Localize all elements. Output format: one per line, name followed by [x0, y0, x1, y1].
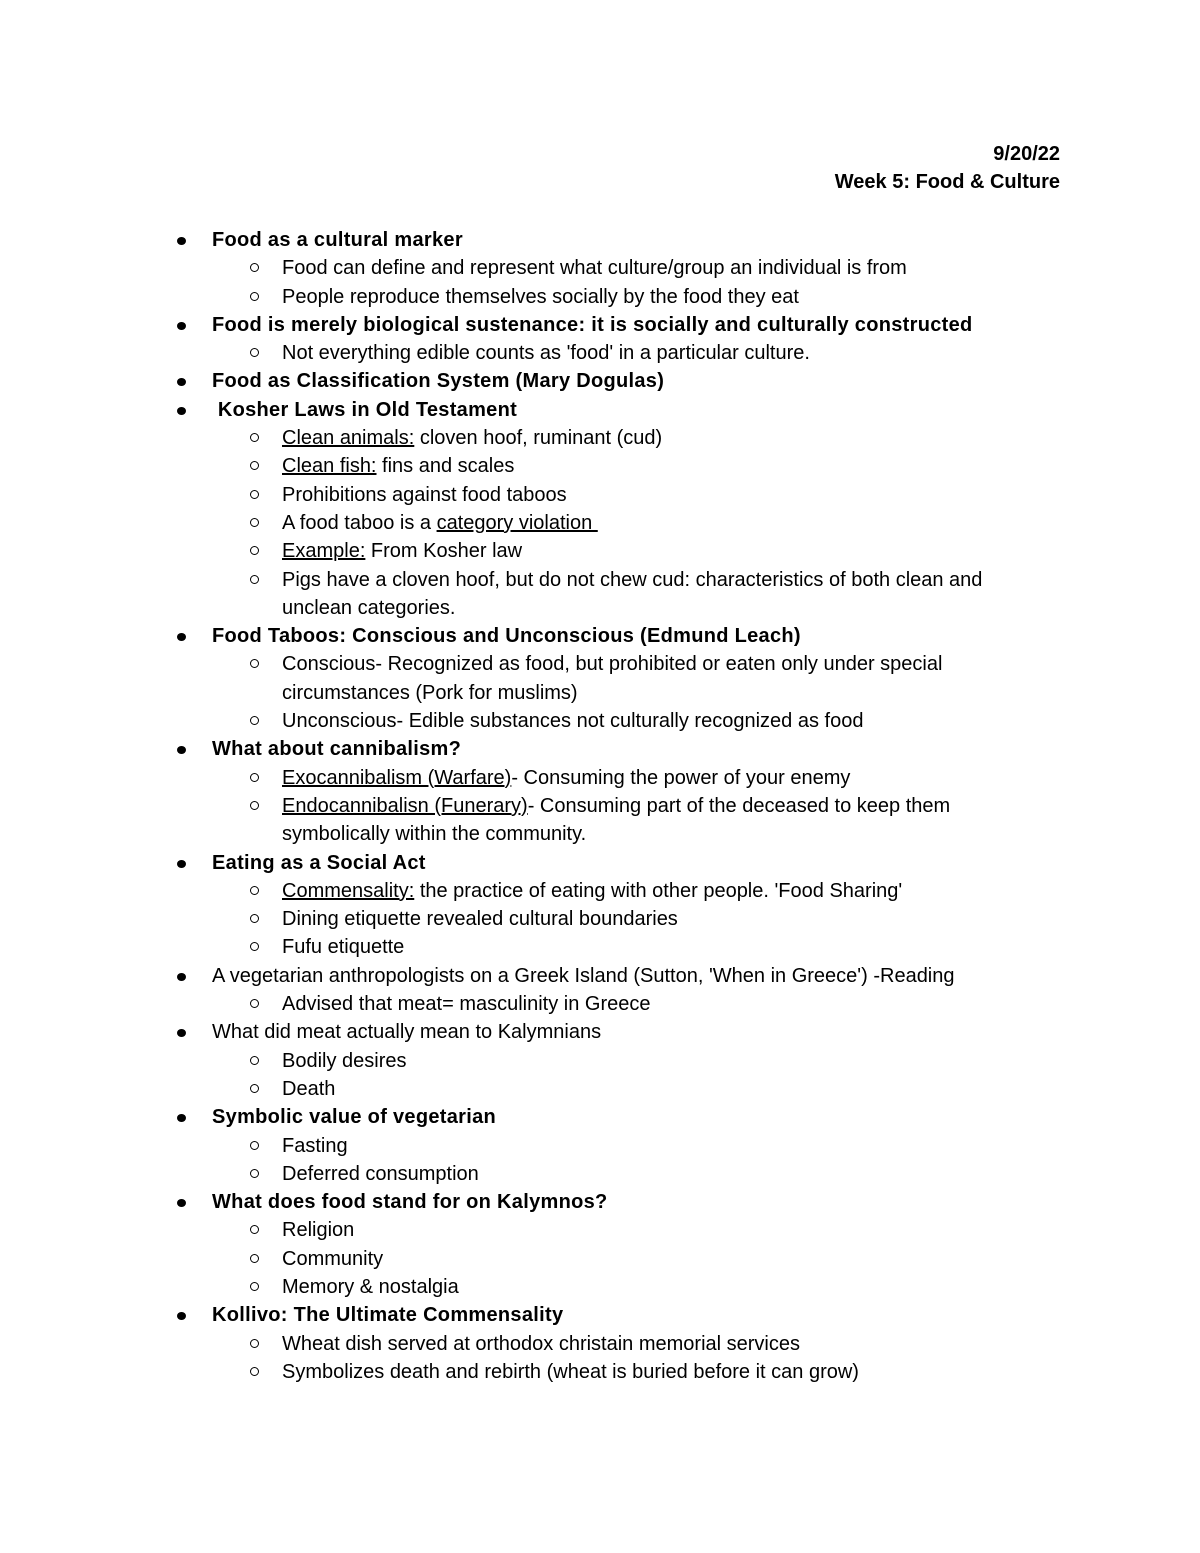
filled-bullet-icon — [177, 378, 186, 386]
outline-item-text: What does food stand for on Kalymnos? — [212, 1191, 608, 1214]
sub-item-text: Prohibitions against food taboos — [282, 483, 567, 506]
sub-list — [212, 650, 1060, 735]
sub-item-text: Conscious- Recognized as food, but prohibited or eaten only under special circumstances (Pork for muslims) — [282, 653, 948, 704]
underlined-term: Clean animals: — [282, 427, 415, 450]
document-title: Week 5: Food & Culture — [834, 171, 1060, 193]
sub-item-text: A food taboo is a — [282, 511, 437, 534]
sub-item-text: Bodily desires — [282, 1049, 407, 1072]
document-date: 9/20/22 — [993, 143, 1060, 165]
outline-item — [0, 311, 1200, 368]
sub-list — [212, 1216, 1060, 1301]
hollow-bullet-icon — [250, 490, 259, 499]
sub-item-text: Community — [282, 1247, 384, 1270]
sub-list — [212, 1132, 1060, 1189]
outline-item-text: Food as a cultural marker — [212, 229, 463, 251]
sub-item — [212, 764, 1060, 792]
sub-item-text: Advised that meat= masculinity in Greece — [282, 993, 651, 1016]
sub-item — [212, 283, 1060, 311]
outline-item — [0, 1301, 1200, 1386]
sub-list — [212, 1330, 1060, 1387]
sub-list — [212, 424, 1060, 622]
outline-item — [0, 367, 1200, 395]
outline-item — [0, 849, 1200, 962]
outline-item — [0, 1188, 1200, 1301]
sub-item — [212, 877, 1060, 905]
sub-item-text: Memory & nostalgia — [282, 1275, 459, 1298]
sub-item-text: People reproduce themselves socially by the food they eat — [282, 285, 799, 308]
sub-item-text: Dining etiquette revealed cultural boundaries — [282, 908, 678, 931]
sub-item-text: fins and scales — [376, 455, 515, 478]
sub-item-text: Symbolizes death and rebirth (wheat is buried before it can grow) — [282, 1360, 859, 1383]
filled-bullet-icon — [177, 973, 186, 981]
hollow-bullet-icon — [250, 801, 259, 810]
underlined-term: Commensality: — [282, 879, 415, 902]
outline-item-text: Symbolic value of vegetarian — [212, 1106, 497, 1129]
notes-outline — [0, 226, 1200, 1386]
sub-item — [212, 1245, 1060, 1273]
underlined-term: Example: — [282, 540, 366, 563]
filled-bullet-icon — [177, 322, 186, 330]
filled-bullet-icon — [177, 860, 186, 868]
sub-item-text: cloven hoof, ruminant (cud) — [414, 427, 663, 450]
sub-item-text: - Consuming the power of your enemy — [511, 766, 851, 789]
sub-item — [212, 452, 1060, 480]
sub-list — [212, 339, 1060, 367]
outline-item-text: Eating as a Social Act — [212, 851, 426, 874]
outline-item-text: A vegetarian anthropologists on a Greek Island (Sutton, 'When in Greece') -Reading — [212, 964, 955, 987]
hollow-bullet-icon — [250, 659, 259, 668]
hollow-bullet-icon — [250, 518, 259, 527]
sub-list — [212, 254, 1060, 311]
filled-bullet-icon — [177, 237, 186, 245]
filled-bullet-icon — [177, 1029, 186, 1037]
sub-item — [212, 339, 1060, 367]
hollow-bullet-icon — [250, 263, 259, 272]
sub-item-text: Unconscious- Edible substances not culturally recognized as food — [282, 710, 864, 733]
sub-item-text: Pigs have a cloven hoof, but do not chew cud: characteristics of both clean and unclean categories. — [282, 568, 988, 619]
sub-item — [212, 707, 1060, 735]
sub-item — [212, 990, 1060, 1018]
hollow-bullet-icon — [250, 575, 259, 584]
sub-item-text: Fasting — [282, 1134, 348, 1157]
hollow-bullet-icon — [250, 1169, 259, 1178]
sub-item — [212, 1160, 1060, 1188]
filled-bullet-icon — [177, 407, 186, 415]
sub-item — [212, 254, 1060, 282]
sub-list — [212, 877, 1060, 962]
sub-list — [212, 1047, 1060, 1104]
outline-item — [0, 962, 1200, 1019]
outline-item-text: Food is merely biological sustenance: it is socially and culturally constructed — [212, 313, 973, 336]
sub-item — [212, 1216, 1060, 1244]
outline-item-text: Kollivo: The Ultimate Commensality — [212, 1304, 564, 1327]
hollow-bullet-icon — [250, 433, 259, 442]
sub-item-text: Food can define and represent what culture/group an individual is from — [282, 257, 907, 280]
hollow-bullet-icon — [250, 1339, 259, 1348]
sub-list — [212, 990, 1060, 1018]
filled-bullet-icon — [177, 1199, 186, 1207]
sub-item — [212, 1358, 1060, 1386]
outline-item-text: Food as Classification System (Mary Dogulas) — [212, 370, 665, 393]
outline-item-text: What did meat actually mean to Kalymnians — [212, 1021, 602, 1044]
filled-bullet-icon — [177, 746, 186, 754]
hollow-bullet-icon — [250, 999, 259, 1008]
outline-item — [0, 226, 1200, 311]
hollow-bullet-icon — [250, 1084, 259, 1093]
sub-item — [212, 424, 1060, 452]
outline-item — [0, 1018, 1200, 1103]
hollow-bullet-icon — [250, 886, 259, 895]
sub-item — [212, 481, 1060, 509]
outline-item — [0, 396, 1200, 622]
sub-item-text: - Consuming part of the deceased to keep them symbolically within the community. — [282, 794, 956, 846]
hollow-bullet-icon — [250, 1056, 259, 1065]
hollow-bullet-icon — [250, 942, 259, 951]
sub-item — [212, 1273, 1060, 1301]
outline-item — [0, 1103, 1200, 1188]
hollow-bullet-icon — [250, 292, 259, 301]
sub-item — [212, 509, 1060, 537]
underlined-term: Exocannibalism (Warfare) — [282, 766, 512, 789]
sub-item-text: Wheat dish served at orthodox christain memorial services — [282, 1332, 800, 1355]
hollow-bullet-icon — [250, 1282, 259, 1291]
hollow-bullet-icon — [250, 546, 259, 555]
hollow-bullet-icon — [250, 461, 259, 470]
header — [835, 140, 1060, 196]
outline-item — [0, 622, 1200, 735]
sub-item-text: the practice of eating with other people. 'Food Sharing' — [414, 879, 903, 902]
filled-bullet-icon — [177, 1114, 186, 1122]
sub-item — [212, 1330, 1060, 1358]
sub-item — [212, 650, 1060, 707]
underlined-term: Endocannibalisn (Funerary) — [282, 794, 528, 817]
underlined-term: category violation — [436, 511, 598, 534]
filled-bullet-icon — [177, 1312, 186, 1320]
outline-item-text: What about cannibalism? — [212, 738, 462, 761]
sub-item — [212, 905, 1060, 933]
sub-item — [212, 933, 1060, 961]
sub-list — [212, 764, 1060, 849]
underlined-term: Clean fish: — [282, 455, 377, 478]
hollow-bullet-icon — [250, 1367, 259, 1376]
sub-item-text: Not everything edible counts as 'food' in a particular culture. — [282, 342, 810, 365]
hollow-bullet-icon — [250, 1254, 259, 1263]
sub-item-text: Deferred consumption — [282, 1162, 479, 1185]
outline-item — [0, 735, 1200, 848]
sub-item-text: From Kosher law — [365, 540, 523, 563]
sub-item-text: Death — [282, 1077, 336, 1100]
hollow-bullet-icon — [250, 1141, 259, 1150]
hollow-bullet-icon — [250, 773, 259, 782]
hollow-bullet-icon — [250, 1225, 259, 1234]
sub-item — [212, 792, 1060, 849]
hollow-bullet-icon — [250, 348, 259, 357]
outline-item-text: Kosher Laws in Old Testament — [212, 398, 518, 421]
hollow-bullet-icon — [250, 914, 259, 923]
sub-item-text: Religion — [282, 1219, 355, 1242]
sub-item — [212, 1075, 1060, 1103]
sub-item-text: Fufu etiquette — [282, 936, 405, 959]
sub-item — [212, 1047, 1060, 1075]
sub-item — [212, 537, 1060, 565]
outline-item-text: Food Taboos: Conscious and Unconscious (Edmund Leach) — [212, 625, 801, 648]
hollow-bullet-icon — [250, 716, 259, 725]
sub-item — [212, 566, 1060, 623]
sub-item — [212, 1132, 1060, 1160]
filled-bullet-icon — [177, 633, 186, 641]
